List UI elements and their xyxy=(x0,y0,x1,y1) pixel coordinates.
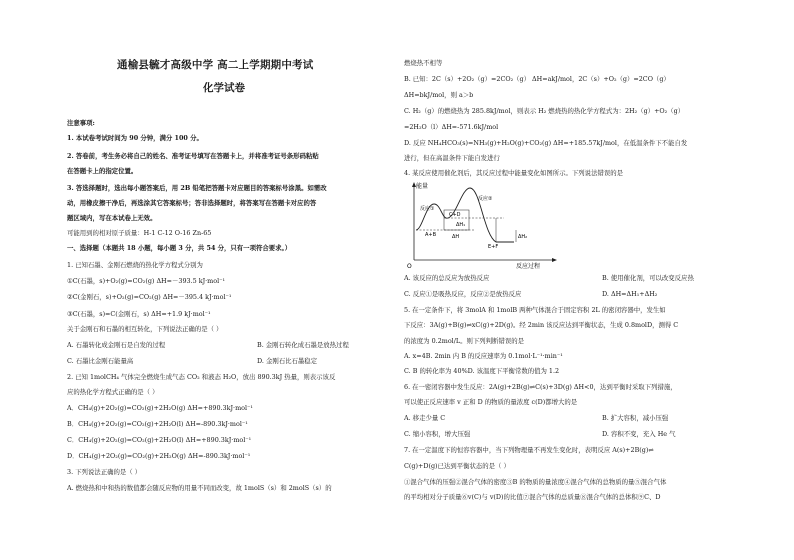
notice-item: 2. 答卷前，考生务必将自己的姓名、准考证号填写在答题卡上，并将准考证号条形码粘贴 xyxy=(67,152,319,160)
exam-subtitle: 化学试卷 xyxy=(203,82,245,94)
q1-option-b: B. 金刚石转化成石墨是放热过程 xyxy=(257,341,349,349)
notice-item: 3. 答选择题时，选出每小题答案后，用 2B 铅笔把答题卡对应题目的答案标号涂黑。如需改 xyxy=(67,184,327,192)
q1-option-d: D. 金刚石比石墨稳定 xyxy=(257,357,318,365)
q3-option-c-cont: =2H₂O（l）ΔH=-571.6kJ/mol xyxy=(404,123,499,131)
label-cd: C+D xyxy=(449,212,461,218)
q1-equation: ②C(金刚石，s)+O₂(g)=CO₂(g) ΔH=－395.4 kJ·mol⁻¹ xyxy=(67,293,232,301)
x-axis-arrow xyxy=(552,258,557,262)
q1-equation: ③C(石墨，s)=C(金刚石，s) ΔH=+1.9 kJ·mol⁻¹ xyxy=(67,310,211,318)
origin-label: O xyxy=(407,263,412,270)
q3-option-d-cont: 进行，但在高温条件下能自发进行 xyxy=(404,154,500,162)
q6-option-a: A. 移走少量 C xyxy=(404,414,446,422)
q1-ask: 关于金刚石和石墨的相互转化，下列说法正确的是（ ） xyxy=(67,325,223,333)
label-step2: 反应② xyxy=(478,196,493,202)
q4-option-b: B. 使用催化剂，可以改变反应热 xyxy=(602,274,694,282)
q5-line: C. B 的转化率为 40%D. 该温度下平衡常数的值为 1.2 xyxy=(404,367,560,375)
q2-option-b: B．CH₄(g)+2O₂(g)=CO₂(g)+2H₂O(l) ΔH=-890.3kJ·mol⁻¹ xyxy=(67,420,248,428)
q2-option-d: D．CH₄(g)+2O₂(g)=CO₂(g)+2H₂O(g) ΔH=-890.3kJ·mol⁻¹ xyxy=(67,452,251,460)
q7-line: ①混合气体的压强②混合气体的密度③B 的物质的量浓度④混合气体的总物质的量⑤混合气体 xyxy=(404,478,667,486)
q3-option-c: C. H₂（g）的燃烧热为 285.8kJ/mol，则表示 H₂ 燃烧热的热化学方程式为：2H₂（g）+O₂（g） xyxy=(404,107,685,115)
q2-option-c: C．CH₄(g)+2O₂(g)=CO₂(g)+2H₂O(l) ΔH=+890.3kJ·mol⁻¹ xyxy=(67,436,252,444)
q2-stem: 2. 已知 1molCH₄ 气体完全燃烧生成气态 CO₂ 和液态 H₂O，放出 890.3kJ 热量，则表示该反 xyxy=(67,373,336,381)
q3-option-d: D. 反应 NH₄HCO₃(s)=NH₃(g)+H₂O(g)+CO₂(g) ΔH=+185.57kJ/mol，在低温条件下不能自发 xyxy=(404,139,688,147)
atomic-mass-line: 可能用到的相对原子质量：H-1 C-12 O-16 Zn-65 xyxy=(67,229,212,237)
label-ab: A+B xyxy=(425,232,437,238)
label-ef: E+F xyxy=(488,244,499,250)
q2-stem: 应的热化学方程式正确的是（ ） xyxy=(67,388,159,396)
label-step1: 反应① xyxy=(420,206,435,212)
label-dh2: ΔH₂ xyxy=(518,234,528,240)
q6-line: 可以使正反应速率 v 正和 D 的物质的量浓度 c(D)都增大的是 xyxy=(404,398,578,406)
q6-option-c: C. 缩小容积，增大压强 xyxy=(404,430,471,438)
label-dh: ΔH xyxy=(452,234,460,240)
q4-option-a: A. 该反应的总反应为放热反应 xyxy=(404,274,490,282)
q1-equation: ①C(石墨，s)+O₂(g)=CO₂(g) ΔH=－393.5 kJ·mol⁻¹ xyxy=(67,277,226,285)
q4-stem: 4. 某反应使用催化剂后，其反应过程中能量变化如图所示。下列说法错误的是 xyxy=(404,169,624,177)
y-axis-label: 能量 xyxy=(416,183,429,190)
notice-heading: 注意事项: xyxy=(67,119,95,127)
x-axis-label: 反应过程 xyxy=(516,263,541,270)
q3-stem: 3. 下列说法正确的是（ ） xyxy=(67,468,142,476)
q7-line: 的平均相对分子质量⑥v(C)与 v(D)的比值⑦混合气体的总质量⑧混合气体的总体积⑨C、D xyxy=(404,493,661,501)
q4-option-d: D. ΔH=ΔH₁+ΔH₂ xyxy=(602,290,658,298)
q3-option-a-cont: 燃烧热不相等 xyxy=(404,59,443,67)
q3-option-b: B. 已知：2C（s）+2O₂（g）=2CO₂（g） ΔH=akJ/mol，2C（s）+O₂（g）=2CO（g） xyxy=(404,75,670,83)
notice-item: 题区域内，写在本试卷上无效。 xyxy=(67,214,157,222)
label-dh1: ΔH₁ xyxy=(456,222,466,228)
energy-diagram xyxy=(404,180,564,270)
q3-option-b-cont: ΔH=bkJ/mol，则 a＞b xyxy=(404,91,474,99)
q6-option-d: D. 容积不变，充入 He 气 xyxy=(602,430,676,438)
q5-line: 下反应：3A(g)+B(g)⇌xC(g)+2D(g)。经 2min 该反应达到平衡状态，生成 0.8molD，测得 C xyxy=(404,321,679,329)
notice-item: 动，用橡皮擦干净后，再选涂其它答案标号；答非选择题时，将答案写在答题卡对应的答 xyxy=(67,199,317,207)
q1-option-a: A. 石墨转化成金刚石是自发的过程 xyxy=(67,341,166,349)
q7-line: C(g)+D(g)已达到平衡状态的是（ ） xyxy=(404,462,510,470)
q5-line: 5. 在一定条件下，将 3molA 和 1molB 两种气体混合于固定容积 2L 的密闭容器中，发生如 xyxy=(404,306,666,314)
notice-item: 1. 本试卷考试时间为 90 分钟，满分 100 分。 xyxy=(67,134,203,142)
q4-option-c: C. 反应①是吸热反应，反应②是放热反应 xyxy=(404,290,522,298)
q1-stem: 1. 已知石墨、金刚石燃烧的热化学方程式分别为 xyxy=(67,261,203,269)
q3-option-a: A. 燃烧热和中和热的数值都会随反应物的用量不同而改变，故 1molS（s）和 2molS（s）的 xyxy=(67,484,332,492)
section-heading: 一、选择题（本题共 18 小题，每小题 3 分，共 54 分，只有一项符合要求。） xyxy=(67,244,292,252)
q6-option-b: B. 扩大容积，减小压强 xyxy=(602,414,669,422)
q5-line: A. x=4B. 2min 内 B 的反应速率为 0.1mol·L⁻¹·min⁻¹ xyxy=(404,352,563,360)
q2-option-a: A．CH₄(g)+2O₂(g)=CO₂(g)+2H₂O(g) ΔH=+890.3kJ·mol⁻¹ xyxy=(67,404,253,412)
q7-line: 7. 在一定温度下的恒容容器中，当下列物理量不再发生变化时，表明反应 A(s)+2B(g)⇌ xyxy=(404,446,654,454)
q1-option-c: C. 石墨比金刚石能量高 xyxy=(67,357,134,365)
notice-item: 在答题卡上的指定位置。 xyxy=(67,167,138,175)
q6-line: 6. 在一密闭容器中发生反应：2A(g)+2B(g)⇌C(s)+3D(g) ΔH<0，达到平衡时采取下列措施， xyxy=(404,383,677,391)
exam-title: 通榆县毓才高级中学 高二上学期期中考试 xyxy=(117,59,314,71)
q5-line: 的浓度为 0.2mol/L。则下列判断错误的是 xyxy=(404,337,525,345)
